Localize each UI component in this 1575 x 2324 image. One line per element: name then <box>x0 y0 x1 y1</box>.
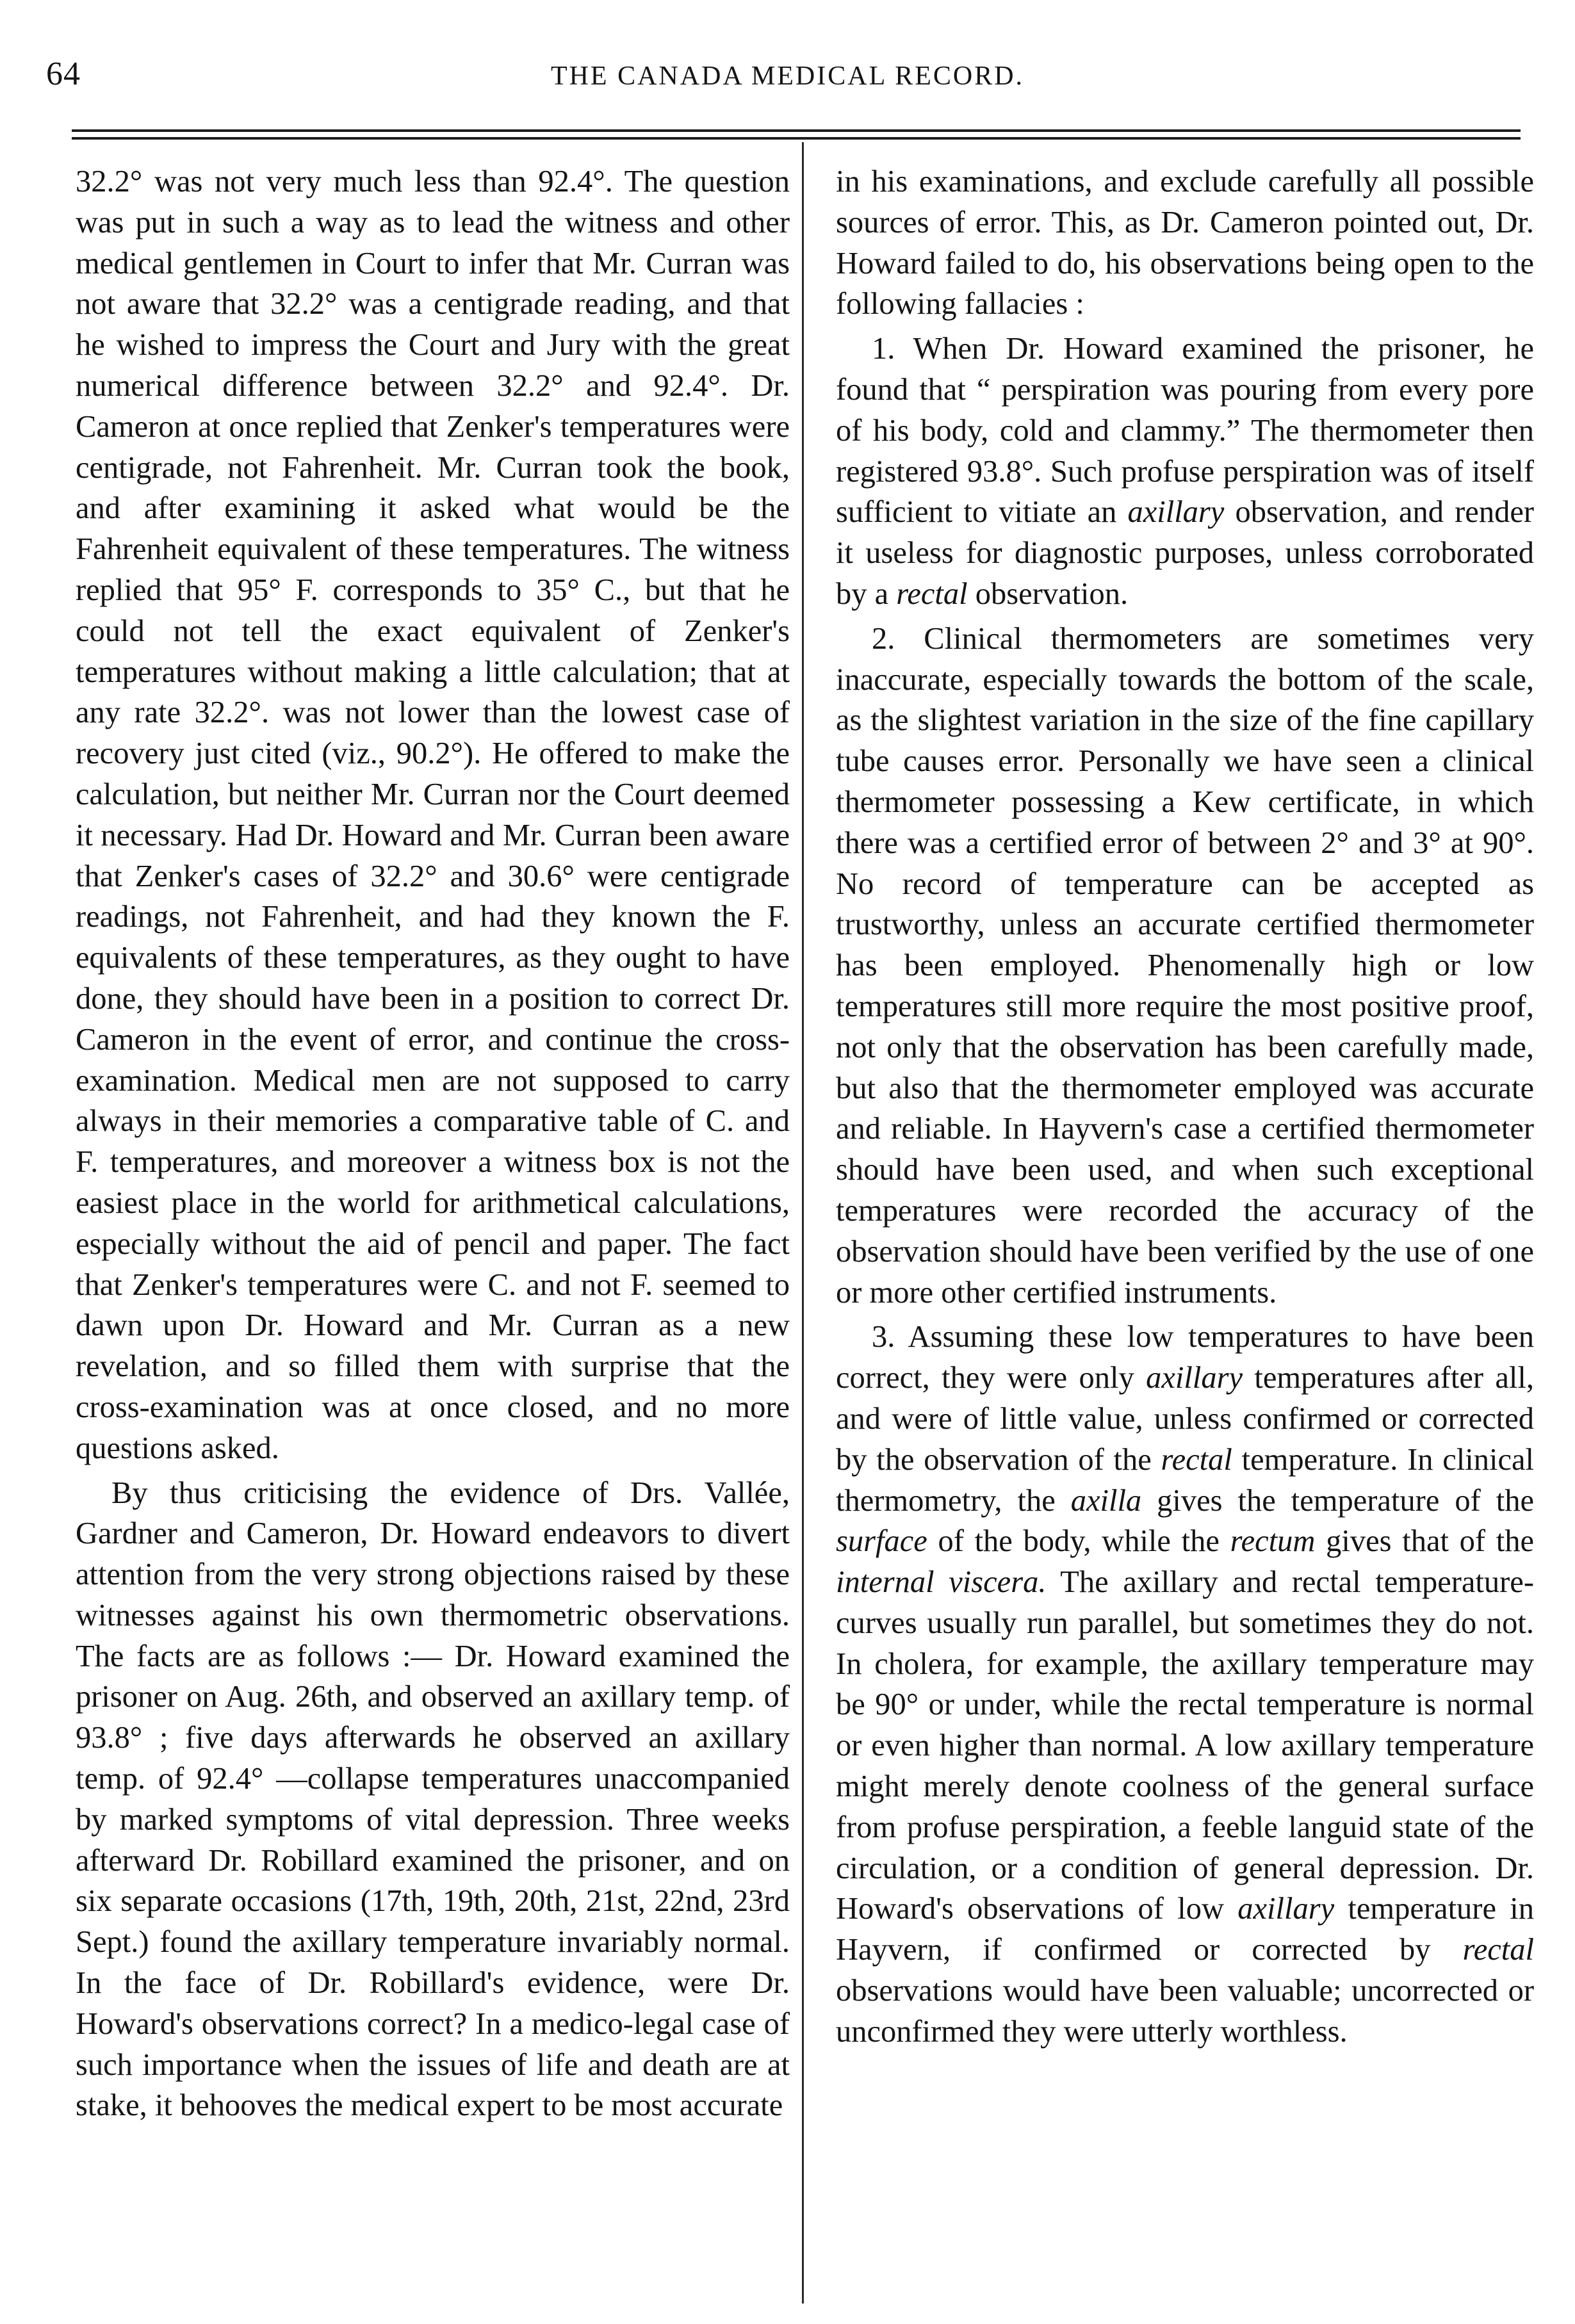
fallacy-1-emphasis-axillary: axillary <box>1127 495 1225 530</box>
fallacy-3-emphasis-4: surface <box>836 1524 927 1559</box>
fallacy-3-paragraph <box>836 1317 1534 2052</box>
fallacy-3-text-e: of the body, while the <box>927 1524 1230 1559</box>
fallacy-3-text-a: 3. Assuming these low temperatures to have been correct, they were only <box>836 1320 1534 1395</box>
fallacy-1-text-c: observation. <box>967 576 1129 611</box>
header-rule-bottom <box>72 137 1521 140</box>
fallacy-2-paragraph: 2. Clinical thermometers are sometimes very inaccurate, especially towards the bottom of the scale, as the slightest variation in the size of the fine capillary tube causes error. Personally we have seen a clinical thermometer possessing a Kew certificate, in which there was a certified error of between 2° and 3° at 90°. No record of temperature can be accepted as trustworthy, unless an accurate certified thermometer has been employed. Phenomenally high or low temperatures still more require the most positive proof, not only that the observation has been carefully made, but also that the thermometer employed was accurate and reliable. In Hayvern's case a certified thermometer should have been used, and when such exceptional temperatures were recorded the accuracy of the observation should have been verified by the use of one or more other certified instruments. <box>836 621 1534 1310</box>
fallacy-1-text-b: observation, and render it useless for diagnostic purposes, unless corroborated by a <box>836 495 1534 611</box>
fallacy-3-text-c: temperature. In clinical thermometry, the <box>836 1442 1534 1518</box>
fallacy-3-emphasis-8: rectal <box>1462 1933 1534 1967</box>
left-paragraph-1: 32.2° was not very much less than 92.4°. The question was put in such a way as to lead the witness and other medical gentlemen in Court to infer that Mr. Curran was not aware that 32.2° was a centigrade reading, and that he wished to impress the Court and Jury with the great numerical difference between 32.2° and 92.4°. Dr. Cameron at once replied that Zenker's temperatures were centigrade, not Fahrenheit. Mr. Curran took the book, and after examining it asked what would be the Fahrenheit equivalent of these temperatures. The witness replied that 95° F. corresponds to 35° C., but that he could not tell the exact equivalent of Zenker's temperatures without making a little calculation; that at any rate 32.2°. was not lower than the lowest case of recovery just cited (viz., 90.2°). He offered to make the calculation, but neither Mr. Curran nor the Court deemed it necessary. Had Dr. Howard and Mr. Curran been aware that Zenker's cases of 32.2° and 30.6° were centigrade readings, not Fahrenheit, and had they known the F. equivalents of these temperatures, as they ought to have done, they should have been in a position to correct Dr. Cameron in the event of error, and continue the cross-examination. Medical men are not supposed to carry always in their memories a comparative table of C. and F. temperatures, and moreover a witness box is not the easiest place in the world for arithmetical calculations, especially without the aid of pencil and paper. The fact that Zenker's temperatures were C. and not F. seemed to dawn upon Dr. Howard and Mr. Curran as a new revelation, and so filled them with surprise that the cross-examination was at once closed, and no more questions asked. <box>76 165 790 1465</box>
fallacy-3-emphasis-2: rectal <box>1161 1442 1232 1477</box>
fallacy-3-emphasis-5: rectum <box>1230 1524 1316 1559</box>
right-column <box>836 161 1534 2052</box>
fallacy-3-emphasis-6: internal viscera. <box>836 1565 1047 1600</box>
fallacy-3-text-i: observations would have been valuable; uncorrected or unconfirmed they were utterly worthless. <box>836 1974 1534 2049</box>
fallacy-3-emphasis-7: axillary <box>1237 1892 1335 1926</box>
page-number: 64 <box>46 56 81 92</box>
fallacy-3-text-d: gives the temperature of the <box>1141 1483 1534 1518</box>
fallacy-3-emphasis-1: axillary <box>1146 1361 1243 1395</box>
left-paragraph-2: By thus criticising the evidence of Drs. Vallée, Gardner and Cameron, Dr. Howard endeavors to divert attention from the very strong objections raised by these witnesses against his own thermometric observations. The facts are as follows :— Dr. Howard examined the prisoner on Aug. 26th, and observed an axillary temp. of 93.8° ; five days afterwards he observed an axillary temp. of 92.4° —collapse temperatures unaccompanied by marked symptoms of vital depression. Three weeks afterward Dr. Robillard examined the prisoner, and on six separate occasions (17th, 19th, 20th, 21st, 22nd, 23rd Sept.) found the axillary temperature invariably normal. In the face of Dr. Robillard's evidence, were Dr. Howard's observations correct? In a medico-legal case of such importance when the issues of life and death are at stake, it behooves the medical expert to be most accurate <box>76 1475 790 2123</box>
fallacy-3-text-h: temperature in Hayvern, if confirmed or corrected by <box>836 1892 1534 1967</box>
right-paragraph-1: in his examinations, and exclude carefully all possible sources of error. This, as Dr. Cameron pointed out, Dr. Howard failed to do, his observations being open to the following fallacies : <box>836 165 1534 321</box>
fallacy-3-text-f: gives that of the <box>1315 1524 1534 1559</box>
running-title: THE CANADA MEDICAL RECORD. <box>550 61 1025 91</box>
fallacy-1-paragraph <box>836 329 1534 615</box>
column-divider <box>802 142 804 2304</box>
fallacy-3-text-g: The axillary and rectal temperature-curves usually run parallel, but sometimes they do not. In cholera, for example, the axillary temperature may be 90° or under, while the rectal temperature is normal or even higher than normal. A low axillary temperature might merely denote coolness of the general surface from profuse perspiration, a feeble languid state of the circulation, or a condition of general depression. Dr. Howard's observations of low <box>836 1565 1534 1926</box>
header-rule-top <box>72 129 1521 132</box>
fallacy-1-emphasis-rectal: rectal <box>896 576 968 611</box>
fallacy-3-emphasis-3: axilla <box>1070 1483 1142 1518</box>
fallacy-1-text-a: 1. When Dr. Howard examined the prisoner, he found that “ perspiration was pouring from every pore of his body, cold and clammy.” The thermometer then registered 93.8°. Such profuse perspiration was of itself sufficient to vitiate an <box>836 332 1534 530</box>
fallacy-3-text-b: temperatures after all, and were of little value, unless confirmed or corrected by the observation of the <box>836 1361 1535 1477</box>
left-column <box>76 161 790 2126</box>
